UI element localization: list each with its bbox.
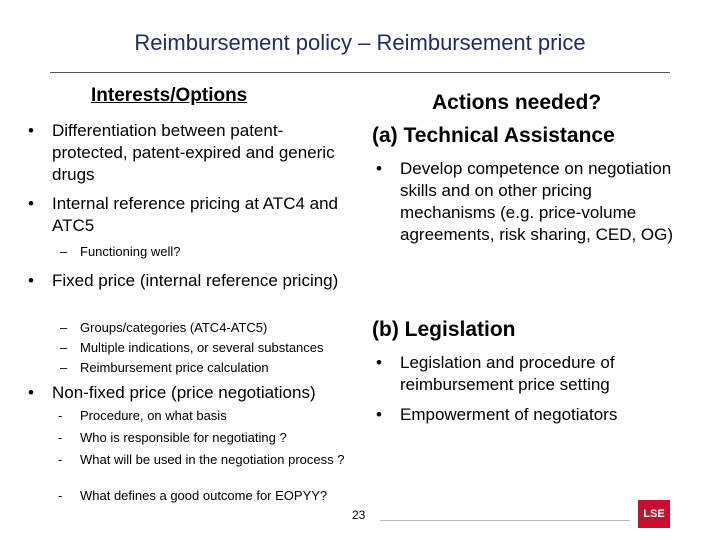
right-bullet-a1-text: Develop competence on negotiation skills and on other pricing mechanisms (e.g. price-volume agreements, risk sharing, CED, OG)	[400, 159, 674, 244]
bullet-marker: •	[28, 271, 34, 290]
left-bullet-2-text: Internal reference pricing at ATC4 and ATC5	[52, 194, 339, 235]
right-bullet-b2-text: Empowerment of negotiators	[400, 405, 618, 424]
left-subbullet-text: Who is responsible for negotiating ?	[80, 430, 287, 445]
bullet-marker: •	[376, 353, 382, 372]
hyphen-marker: -	[58, 452, 63, 467]
left-subbullet	[60, 338, 360, 358]
page-title: Reimbursement policy – Reimbursement price	[134, 30, 586, 55]
dash-marker: –	[60, 360, 68, 375]
dash-marker: –	[60, 340, 68, 355]
left-bullet-2	[28, 193, 348, 237]
page-number: 23	[352, 508, 366, 522]
left-bullet-3-text: Fixed price (internal reference pricing)	[52, 271, 339, 290]
left-subbullet	[60, 358, 360, 378]
left-subbullet	[58, 450, 356, 470]
left-subbullet-text: Functioning well?	[80, 244, 181, 259]
left-column-heading: Interests/Options	[91, 85, 248, 106]
bullet-marker: •	[28, 383, 34, 402]
left-subbullet-text: Multiple indications, or several substances	[80, 340, 324, 355]
right-bullet-a1	[376, 158, 676, 246]
lse-logo: LSE	[638, 500, 670, 528]
section-heading-technical-assistance: (a) Technical Assistance	[372, 124, 615, 147]
left-subbullet-text: Groups/categories (ATC4-ATC5)	[80, 320, 268, 335]
left-subbullet-text: Procedure, on what basis	[80, 408, 227, 423]
left-subbullet-text: Reimbursement price calculation	[80, 360, 269, 375]
left-subbullet	[58, 428, 358, 448]
bullet-marker: •	[28, 121, 34, 140]
left-subbullet	[60, 242, 350, 262]
dash-marker: –	[60, 244, 68, 259]
title-divider	[50, 72, 670, 73]
right-column-heading: Actions needed?	[432, 91, 602, 114]
dash-marker: –	[60, 320, 68, 335]
right-bullet-b1-text: Legislation and procedure of reimbursement price setting	[400, 353, 615, 394]
right-bullet-b1	[376, 352, 676, 396]
bullet-marker: •	[28, 194, 34, 213]
footer-divider	[380, 520, 630, 521]
right-bullet-b2	[376, 404, 676, 426]
left-bullet-4-text: Non-fixed price (price negotiations)	[52, 383, 316, 402]
left-bullet-3	[28, 270, 348, 292]
section-heading-legislation: (b) Legislation	[372, 318, 516, 341]
left-subbullet	[58, 486, 358, 506]
hyphen-marker: -	[58, 430, 63, 445]
bullet-marker: •	[376, 159, 382, 178]
left-bullet-4	[28, 382, 373, 404]
left-bullet-1	[28, 120, 348, 186]
left-subbullet-text: What defines a good outcome for EOPYY?	[80, 488, 328, 503]
bullet-marker: •	[376, 405, 382, 424]
hyphen-marker: -	[58, 408, 63, 423]
left-subbullet	[58, 406, 358, 426]
left-bullet-1-text: Differentiation between patent-protected, patent-expired and generic drugs	[52, 121, 335, 184]
left-subbullet	[60, 318, 360, 338]
left-subbullet-text: What will be used in the negotiation process ?	[80, 452, 345, 467]
hyphen-marker: -	[58, 488, 63, 503]
